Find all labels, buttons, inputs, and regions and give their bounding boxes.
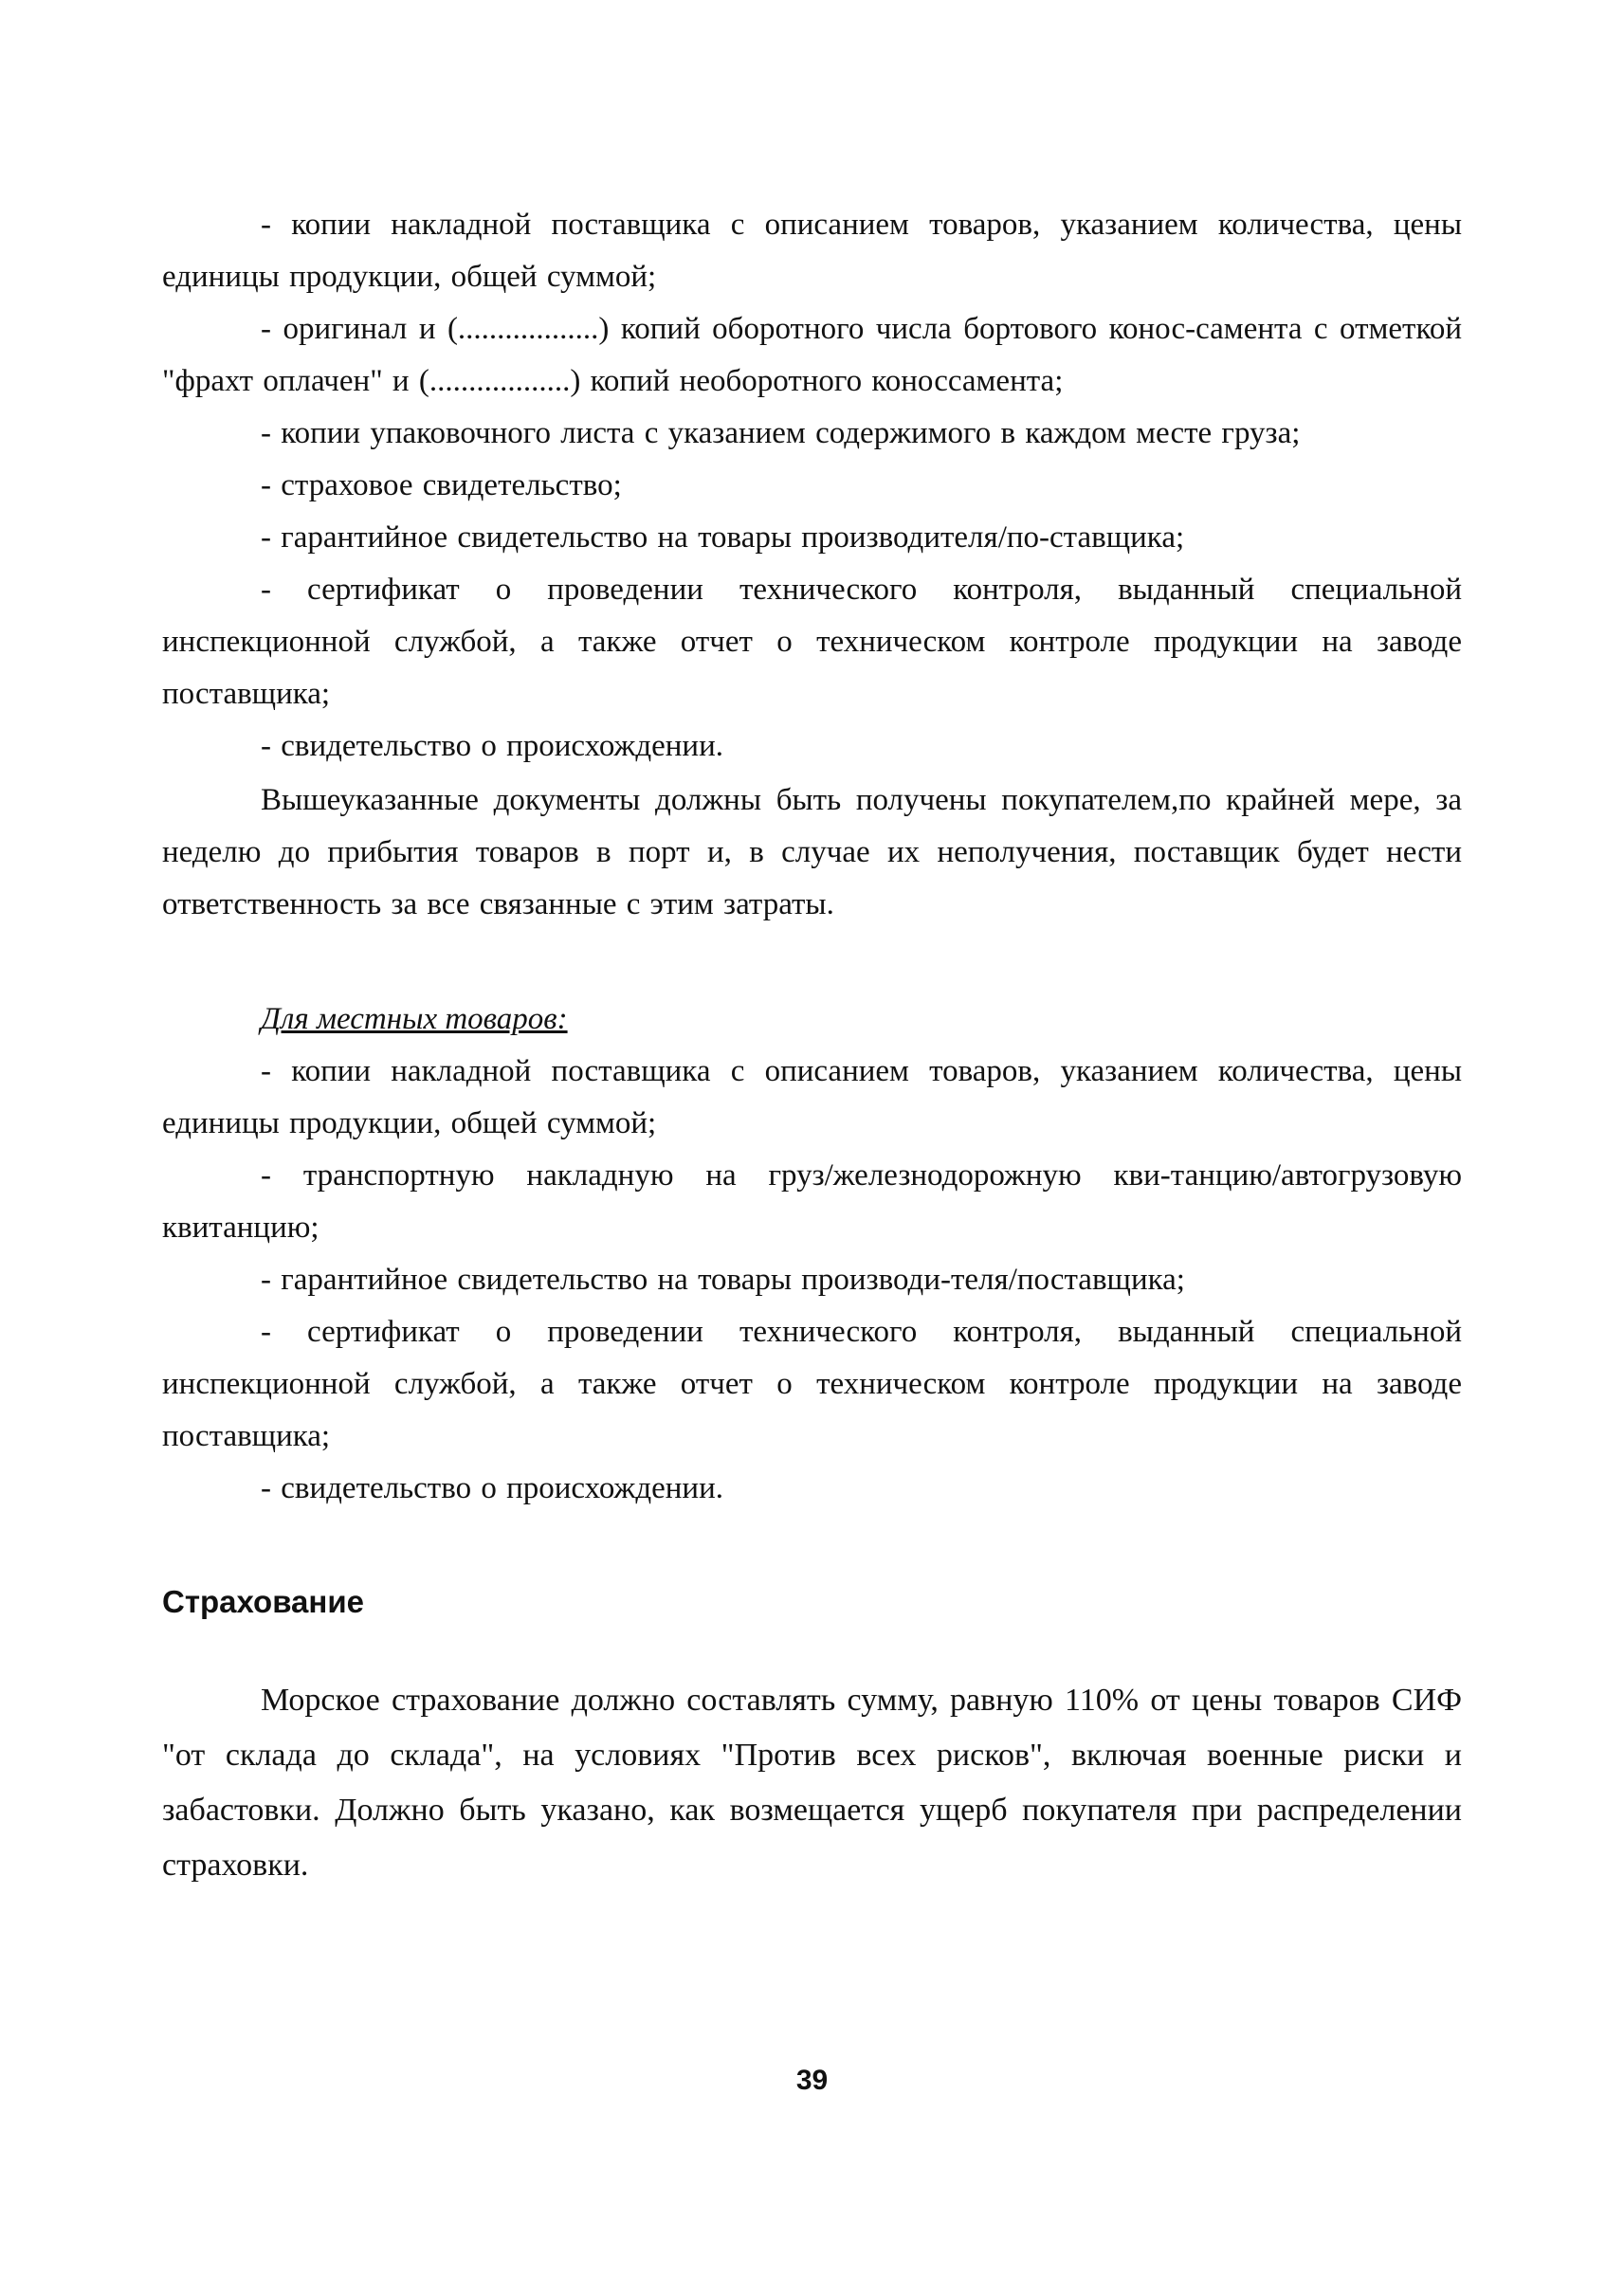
list-item: - сертификат о проведении технического контроля, выданный специальной инспекционной службой, а также отчет о техническом контроле продукции на заводе поставщика; xyxy=(162,1315,1462,1453)
list-item: - копии накладной поставщика с описанием товаров, указанием количества, цены единицы продукции, общей суммой; xyxy=(162,1054,1462,1140)
insurance-section-title: Страхование xyxy=(162,1584,364,1619)
list-item: - транспортную накладную на груз/железнодорожную кви-танцию/автогрузовую квитанцию; xyxy=(162,1158,1462,1245)
list-item: - оригинал и (..................) копий оборотного числа бортового конос-самента с отметкой "фрахт оплачен" и (..................) копий необоротного коноссамента; xyxy=(162,312,1462,398)
list-item: - сертификат о проведении технического контроля, выданный специальной инспекционной службой, а также отчет о техническом контроле продукции на заводе поставщика; xyxy=(162,573,1462,711)
page-number: 39 xyxy=(795,2065,829,2096)
list-item: - свидетельство о происхождении. xyxy=(261,729,723,763)
list-item: - гарантийное свидетельство на товары производителя/по-ставщика; xyxy=(261,520,1185,555)
list-item: - копии упаковочного листа с указанием содержимого в каждом месте груза; xyxy=(261,416,1301,450)
local-goods-document-list xyxy=(162,1046,1462,1515)
list-item: - копии накладной поставщика с описанием товаров, указанием количества, цены единицы продукции, общей суммой; xyxy=(162,208,1462,294)
list-item: - гарантийное свидетельство на товары производи-теля/поставщика; xyxy=(261,1263,1185,1297)
list-item: - свидетельство о происхождении. xyxy=(261,1471,723,1505)
list-item: - страховое свидетельство; xyxy=(261,468,622,502)
local-goods-heading: Для местных товаров: xyxy=(261,1002,568,1036)
insurance-paragraph: Морское страхование должно составлять сумму, равную 110% от цены товаров СИФ "от склада до склада", на условиях "Против всех рисков", включая военные риски и забастовки. Должно быть указано, как возмещается ущерб покупателя при распределении страховки. xyxy=(162,1683,1462,1883)
documents-note-paragraph: Вышеуказанные документы должны быть получены покупателем,по крайней мере, за неделю до прибытия товаров в порт и, в случае их неполучения, поставщик будет нести ответственность за все связанные с этим затраты. xyxy=(162,783,1462,921)
foreign-goods-document-list xyxy=(162,199,1462,773)
document-page xyxy=(162,199,1462,2190)
